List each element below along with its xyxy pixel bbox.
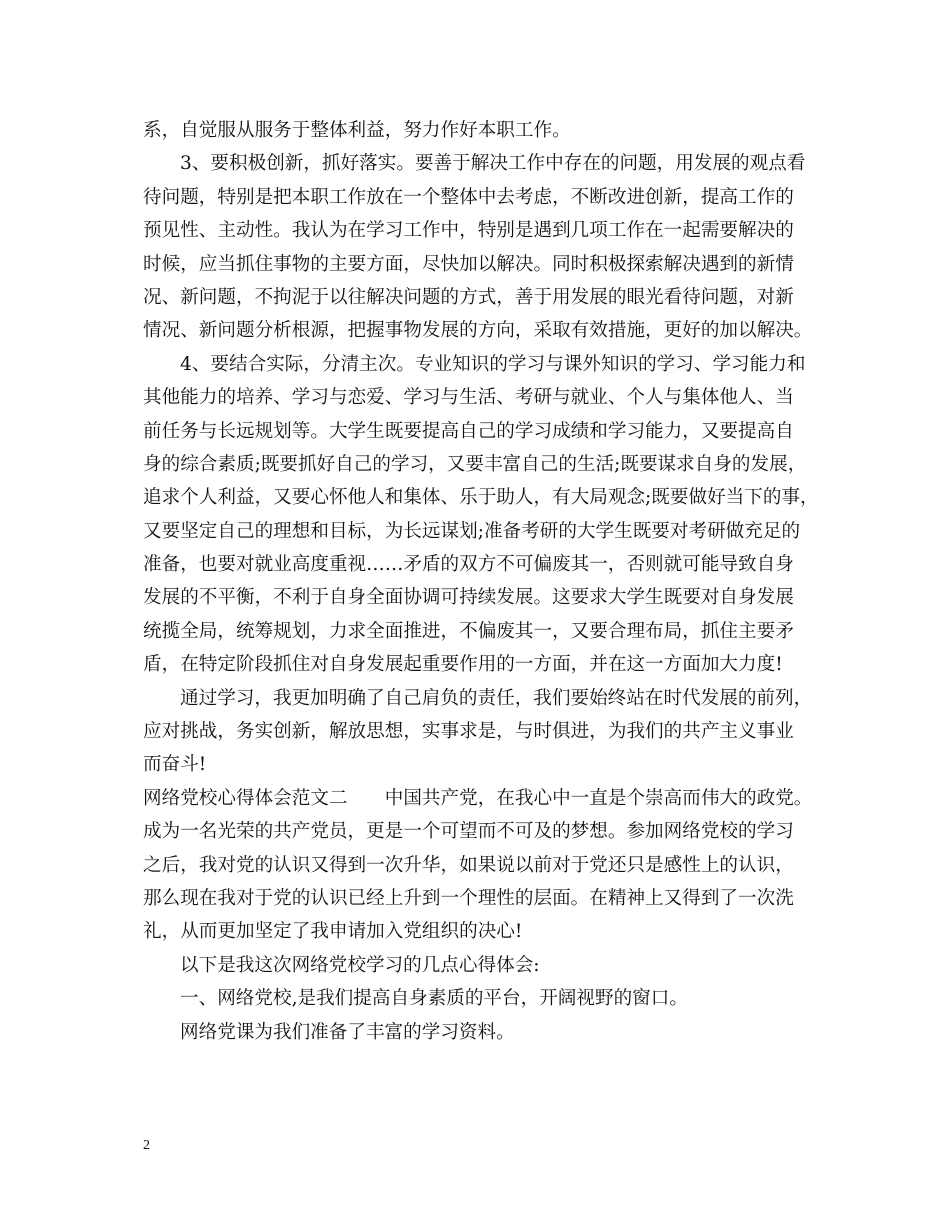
page-number: 2 [143,1138,150,1153]
text-line: 一、网络党校,是我们提高自身素质的平台，开阔视野的窗口。 [180,988,688,1010]
text-line: 之后，我对党的认识又得到一次升华，如果说以前对于党还只是感性上的认识， [143,854,794,876]
text-line: 以下是我这次网络党校学习的几点心得体会: [180,954,540,976]
text-line: 盾，在特定阶段抓住对自身发展起重要作用的一方面，并在这一方面加大力度! [143,654,783,676]
body-text [143,114,819,1049]
text-line: 网络党课为我们准备了丰富的学习资料。 [180,1021,515,1043]
text-line: 时候，应当抓住事物的主要方面，尽快加以解决。同时积极探索解决遇到的新情 [143,253,794,275]
text-line: 应对挑战，务实创新，解放思想，实事求是，与时俱进，为我们的共产主义事业 [143,721,794,743]
text-line: 系，自觉服从服务于整体利益，努力作好本职工作。 [143,120,571,141]
text-line: 情况、新问题分析根源，把握事物发展的方向，采取有效措施，更好的加以解决。 [143,320,813,342]
text-line: 待问题，特别是把本职工作放在一个整体中去考虑，不断改进创新，提高工作的 [143,186,794,208]
text-line: 而奋斗! [143,754,207,776]
text-line: 那么现在我对于党的认识已经上升到一个理性的层面。在精神上又得到了一次洗 [143,887,794,909]
text-line: 发展的不平衡，不利于自身全面协调可持续发展。这要求大学生既要对自身发展 [143,587,794,609]
text-line: 又要坚定自己的理想和目标，为长远谋划;准备考研的大学生既要对考研做充足的 [143,520,801,542]
text-line: 身的综合素质;既要抓好自己的学习，又要丰富自己的生活;既要谋求自身的发展， [143,453,807,475]
text-line: 礼，从而更加坚定了我申请加入党组织的决心! [143,921,523,943]
text-line: 通过学习，我更加明确了自己肩负的责任，我们要始终站在时代发展的前列， [180,687,813,709]
text-line: 前任务与长远规划等。大学生既要提高自己的学习成绩和学习能力，又要提高自 [143,420,794,442]
text-line: 其他能力的培养、学习与恋爱、学习与生活、考研与就业、个人与集体他人、当 [143,387,794,409]
text-line: 4、要结合实际，分清主次。专业知识的学习与课外知识的学习、学习能力和 [180,353,806,375]
text-line: 追求个人利益，又要心怀他人和集体、乐于助人，有大局观念;既要做好当下的事， [143,487,819,509]
text-line: 3、要积极创新，抓好落实。要善于解决工作中存在的问题，用发展的观点看 [180,153,806,175]
text-line: 成为一名光荣的共产党员，更是一个可望而不可及的梦想。参加网络党校的学习 [143,821,794,843]
text-line: 准备，也要对就业高度重视……矛盾的双方不可偏废其一，否则就可能导致自身 [143,554,794,576]
text-line: 预见性、主动性。我认为在学习工作中，特别是遇到几项工作在一起需要解决的 [143,220,794,242]
text-line: 况、新问题，不拘泥于以往解决问题的方式，善于用发展的眼光看待问题，对新 [143,286,794,308]
text-line: 网络党校心得体会范文二 中国共产党，在我心中一直是个崇高而伟大的政党。 [143,787,813,809]
text-line: 统揽全局，统筹规划，力求全面推进，不偏废其一，又要合理布局，抓住主要矛 [143,620,794,642]
